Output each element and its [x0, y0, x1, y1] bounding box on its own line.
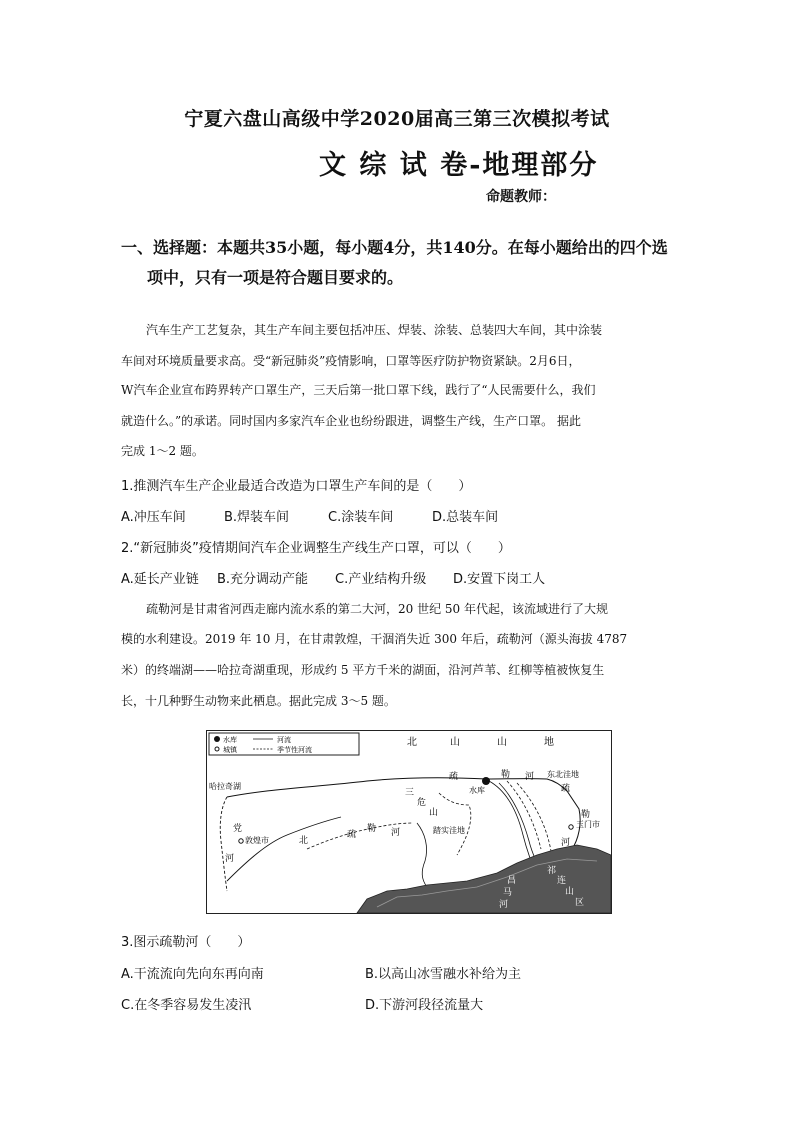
option-a[interactable]: A.冲压车间 — [121, 510, 186, 525]
dunhuang-label: 敦煌市 — [245, 836, 269, 845]
section-heading-line1: 一、选择题：本题共35小题，每小题4分，共140分。在每小题给出的四个选 — [121, 238, 668, 257]
passage1-line: 完成 1～2 题。 — [121, 444, 204, 458]
question-3-option-c[interactable]: C.在冬季容易发生凌汛 — [121, 998, 252, 1013]
changma-label: 河 — [499, 900, 509, 910]
legend-town: 城镇 — [223, 746, 237, 754]
question-2-stem: 2.“新冠肺炎”疫情期间汽车企业调整生产线生产口罩，可以（ ） — [121, 541, 511, 556]
exam-title: 宁夏六盘山高级中学2020届高三第三次模拟考试 — [184, 108, 610, 130]
exam-subtitle: 文 综 试 卷-地理部分 — [319, 150, 599, 181]
sanweishan-label: 危 — [417, 798, 427, 808]
passage2-line: 长，十几种野生动物来此栖息。据此完成 3～5 题。 — [121, 694, 396, 708]
qilian-mountains — [357, 845, 611, 913]
question-3-stem: 3.图示疏勒河（ ） — [121, 935, 251, 950]
reservoir-legend-icon — [214, 736, 220, 742]
changma-label: 昌 — [507, 876, 517, 886]
question-3-option-b[interactable]: B.以高山冰雪融水补给为主 — [365, 967, 522, 982]
shule-river-label: 疏 — [561, 784, 571, 794]
passage1-line: 汽车生产工艺复杂，其生产车间主要包括冲压、焊装、涂装、总装四大车间，其中涂装 — [146, 323, 603, 337]
shule-river-label: 河 — [561, 838, 571, 848]
passage2-line: 模的水利建设。2019 年 10 月，在甘肃敦煌，干涸消失近 300 年后，疏勒河（源头海拔 4787 — [121, 632, 628, 646]
sanweishan-label: 三 — [405, 788, 415, 798]
qilian-label: 连 — [557, 876, 567, 886]
question-1-options — [121, 506, 498, 525]
beishan-label: 山 — [497, 737, 507, 748]
tashi-wadi-label: 踏实洼地 — [433, 826, 465, 835]
reservoir-label: 水库 — [469, 786, 485, 795]
shule-river-label: 疏 — [347, 830, 357, 840]
passage1-line: 就造什么。”的承诺。同时国内多家汽车企业也纷纷跟进，调整生产线，生产口罩。 据此 — [121, 414, 581, 428]
dang-river-line — [227, 817, 341, 881]
beishan-label: 山 — [450, 737, 460, 748]
north-label: 北 — [299, 836, 309, 846]
river-line — [417, 823, 427, 887]
legend-river: 河流 — [277, 736, 291, 744]
legend-reservoir: 水库 — [223, 736, 237, 744]
seasonal-river-line — [517, 783, 551, 851]
passage2-line: 米）的终端湖——哈拉奇湖重现，形成约 5 平方千米的湖面，沿河芦苇、红柳等植被恢复生 — [121, 663, 605, 677]
yumen-label: 玉门市 — [576, 820, 600, 829]
reservoir-icon — [482, 777, 490, 785]
question-1-stem: 1.推测汽车生产企业最适合改造为口罩生产车间的是（ ） — [121, 479, 472, 494]
qilian-label: 山 — [565, 887, 575, 897]
shule-river-label: 河 — [391, 828, 401, 838]
dang-river-label: 党 — [233, 824, 243, 834]
qilian-label: 区 — [575, 898, 585, 908]
option-d[interactable]: D.总装车间 — [432, 510, 499, 525]
shule-river-label: 勒 — [501, 770, 511, 780]
question-3-option-a[interactable]: A.干流流向先向东再向南 — [121, 967, 264, 982]
shule-river-line — [227, 778, 580, 851]
dunhuang-town-icon — [239, 839, 243, 843]
option-a[interactable]: A.延长产业链 — [121, 572, 199, 587]
sanweishan-label: 山 — [429, 808, 439, 818]
halaqi-lake-label: 哈拉奇湖 — [209, 782, 241, 791]
shule-river-label: 勒 — [581, 810, 591, 820]
passage1-line: W汽车企业宣布跨界转产口罩生产，三天后第一批口罩下线，践行了“人民需要什么，我们 — [121, 383, 596, 397]
shule-river-label: 勒 — [367, 824, 377, 834]
legend-seasonal-river: 季节性河流 — [277, 746, 312, 754]
dongbei-wadi-label: 东北洼地 — [547, 770, 579, 779]
beishan-label: 地 — [544, 737, 554, 748]
option-b[interactable]: B.充分调动产能 — [217, 572, 309, 587]
passage1-line: 车间对环境质量要求高。受“新冠肺炎”疫情影响，口罩等医疗防护物资紧缺。2月6日， — [121, 354, 581, 368]
option-c[interactable]: C.产业结构升级 — [335, 572, 427, 587]
section-heading-line2: 项中，只有一项是符合题目要求的。 — [147, 268, 404, 287]
seasonal-river-line — [439, 793, 471, 855]
option-c[interactable]: C.涂装车间 — [328, 510, 394, 525]
question-3-option-d[interactable]: D.下游河段径流量大 — [365, 998, 484, 1013]
option-b[interactable]: B.焊装车间 — [224, 510, 290, 525]
shule-river-map — [206, 730, 612, 914]
western-river-line — [220, 797, 227, 891]
option-d[interactable]: D.安置下岗工人 — [453, 572, 546, 587]
changma-label: 马 — [503, 888, 513, 898]
yumen-town-icon — [569, 825, 573, 829]
shule-river-label: 疏 — [449, 772, 459, 782]
question-2-options — [121, 568, 545, 587]
dang-river-label: 河 — [225, 854, 235, 864]
passage2-line: 疏勒河是甘肃省河西走廊内流水系的第二大河，20 世纪 50 年代起，该流域进行了大规 — [146, 602, 608, 616]
shule-river-label: 河 — [525, 772, 535, 782]
beishan-label: 北 — [407, 737, 417, 748]
teacher-label: 命题教师： — [486, 189, 556, 205]
qilian-label: 祁 — [547, 866, 557, 876]
